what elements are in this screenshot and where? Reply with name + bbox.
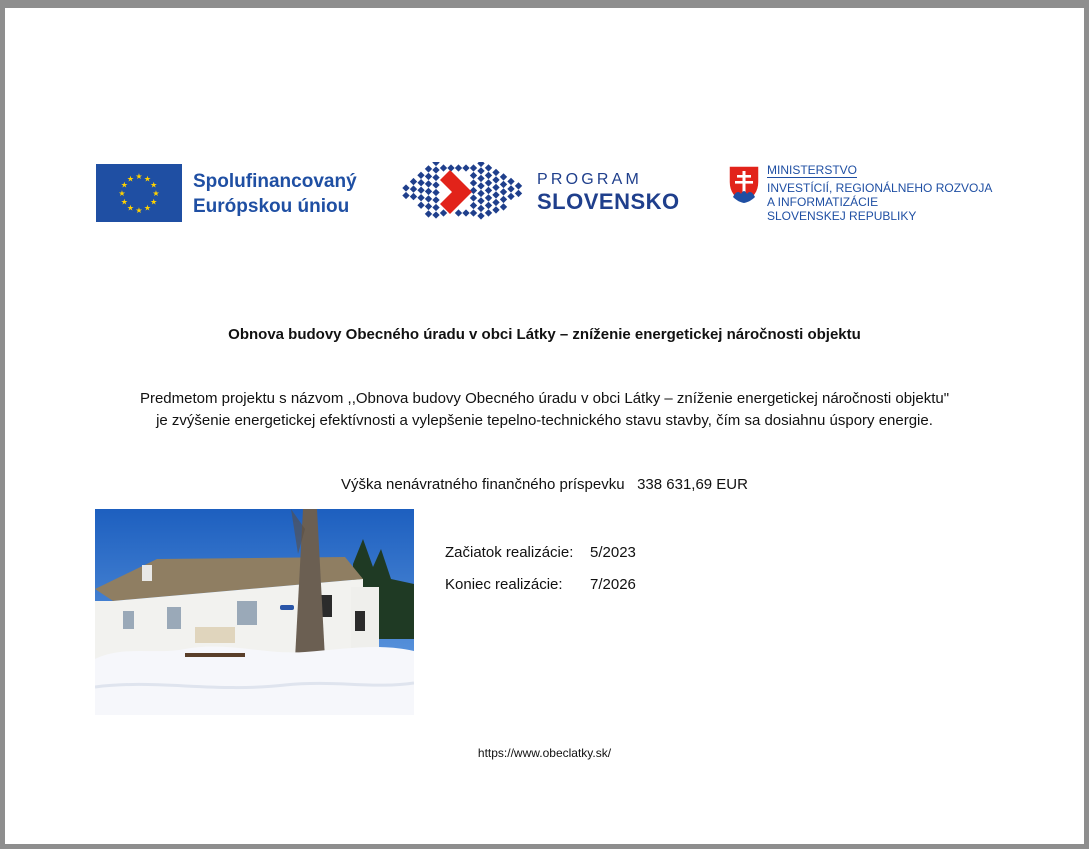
svg-text:★: ★ xyxy=(135,206,143,215)
building-photo xyxy=(95,509,414,715)
description-line-2: je zvýšenie energetickej efektívnosti a vylepšenie tepelno-technického stavu stavby, čím sa dosiahnu úspory energie. xyxy=(156,412,933,429)
svg-text:★: ★ xyxy=(143,174,152,184)
svg-text:★: ★ xyxy=(120,180,128,190)
end-value: 7/2026 xyxy=(590,576,636,593)
svg-text:★: ★ xyxy=(118,189,126,198)
ministry-line-1: MINISTERSTVO xyxy=(767,163,858,177)
eu-flag-logo xyxy=(96,164,182,222)
eu-line-1: Spolufinancovaný xyxy=(193,171,357,192)
svg-text:★: ★ xyxy=(120,197,128,207)
eu-line-2: Európskou úniou xyxy=(193,196,350,217)
start-date-row xyxy=(445,544,636,576)
slovak-coat-of-arms-icon xyxy=(727,164,761,204)
ministry-line-4: SLOVENSKEJ REPUBLIKY xyxy=(767,209,917,223)
ministry-line-3: A INFORMATIZÁCIE xyxy=(767,195,879,209)
end-date-row xyxy=(445,576,636,608)
program-slovensko-logo-text xyxy=(537,171,680,215)
grant-label: Výška nenávratného finančného príspevku xyxy=(341,476,625,493)
svg-text:★: ★ xyxy=(143,203,152,213)
program-slovensko-mark-icon xyxy=(402,162,526,226)
realization-dates xyxy=(445,544,636,608)
ministry-logo-text xyxy=(767,163,992,223)
program-word: PROGRAM xyxy=(537,171,643,188)
svg-text:★: ★ xyxy=(135,172,143,181)
eu-stars-icon xyxy=(96,164,182,222)
description-line-1: Predmetom projektu s názvom ,,Obnova budovy Obecného úradu v obci Látky – zníženie energetickej náročnosti objektu" xyxy=(139,390,950,407)
slovensko-word: SLOVENSKO xyxy=(537,189,680,214)
svg-text:★: ★ xyxy=(152,189,160,198)
project-description xyxy=(5,388,1084,432)
website-link[interactable]: https://www.obeclatky.sk/ xyxy=(477,746,612,760)
svg-text:★: ★ xyxy=(150,180,158,190)
svg-text:★: ★ xyxy=(126,203,135,213)
end-label: Koniec realizácie: xyxy=(445,576,563,593)
eu-logo-text xyxy=(193,169,357,219)
start-value: 5/2023 xyxy=(590,544,636,561)
grant-amount xyxy=(5,476,1084,493)
start-label: Začiatok realizácie: xyxy=(445,544,574,561)
grant-value: 338 631,69 EUR xyxy=(637,476,748,493)
ministry-line-2: INVESTÍCIÍ, REGIONÁLNEHO ROZVOJA xyxy=(767,181,993,195)
project-title: Obnova budovy Obecného úradu v obci Látky – zníženie energetickej náročnosti objektu xyxy=(228,326,861,343)
document-page xyxy=(5,8,1084,844)
svg-text:★: ★ xyxy=(150,197,158,207)
svg-text:★: ★ xyxy=(126,174,135,184)
